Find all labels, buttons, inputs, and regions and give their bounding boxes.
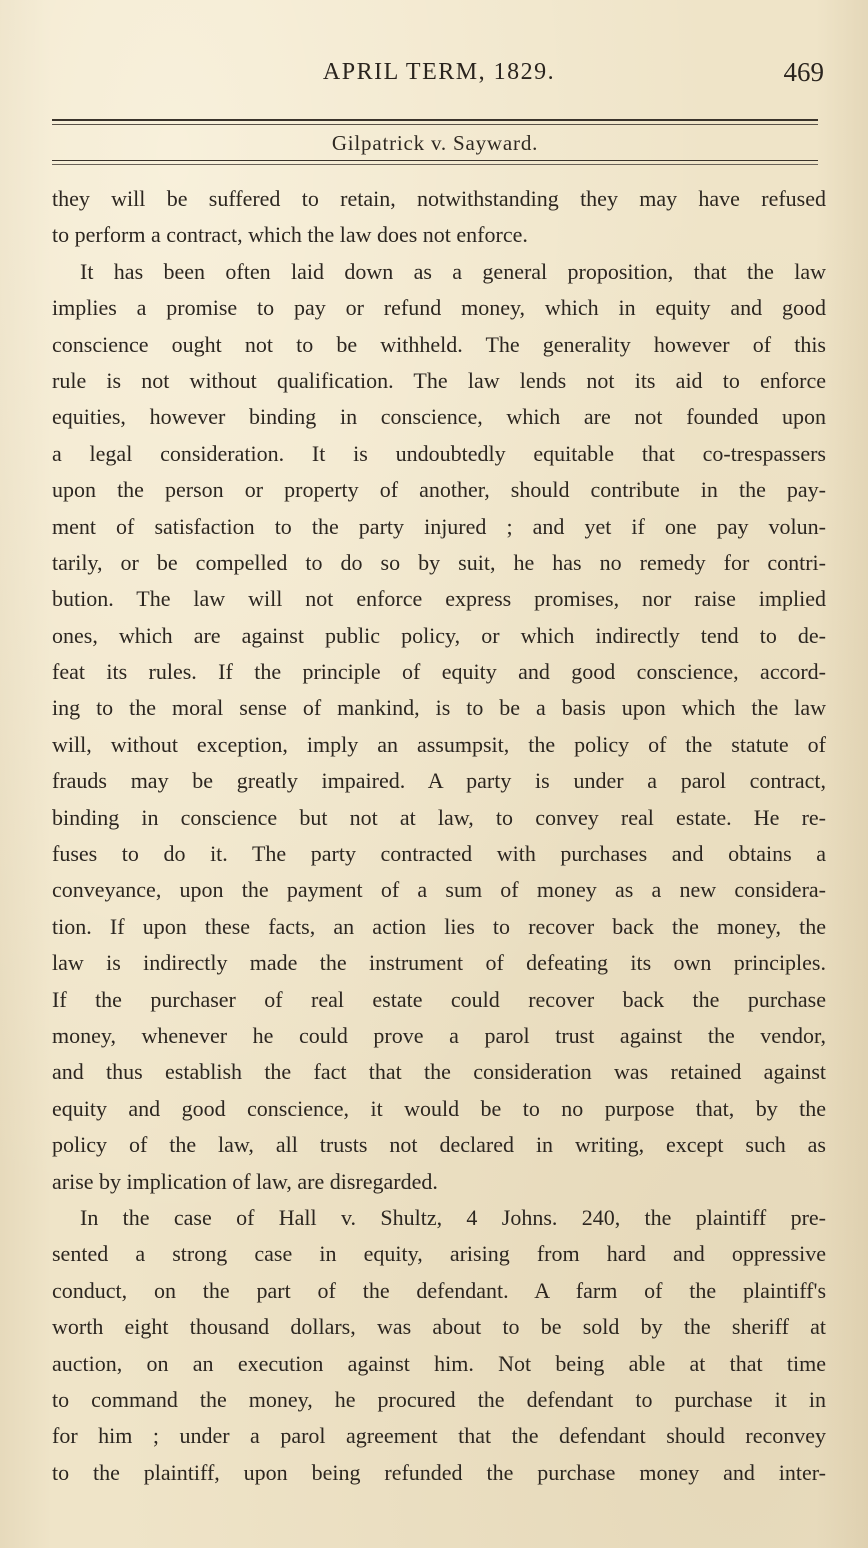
text-line: a legal consideration. It is undoubtedly equitable that co-trespassers	[52, 440, 826, 466]
text-line: policy of the law, all trusts not declared in writing, except such as	[52, 1132, 826, 1158]
text-line: for him ; under a parol agreement that the defendant should reconvey	[52, 1423, 826, 1449]
text-line: conduct, on the part of the defendant. A farm of the plaintiff's	[52, 1277, 826, 1303]
text-line: In the case of Hall v. Shultz, 4 Johns. 240, the plaintiff pre-	[80, 1204, 826, 1230]
text-line: will, without exception, imply an assumpsit, the policy of the statute of	[52, 731, 826, 757]
text-line: arise by implication of law, are disregarded.	[52, 1168, 438, 1194]
case-title: Gilpatrick v. Sayward.	[331, 131, 539, 155]
text-line: sented a strong case in equity, arising from hard and oppressive	[52, 1241, 826, 1267]
text-line: bution. The law will not enforce express promises, nor raise implied	[52, 586, 826, 612]
text-line: implies a promise to pay or refund money, which in equity and good	[52, 295, 826, 321]
text-line: equities, however binding in conscience, which are not founded upon	[52, 404, 826, 430]
text-line: ing to the moral sense of mankind, is to be a basis upon which the law	[52, 695, 826, 721]
header-rule-bottom-thin	[52, 164, 818, 165]
text-line: rule is not without qualification. The law lends not its aid to enforce	[52, 367, 826, 393]
text-line: to the plaintiff, upon being refunded the purchase money and inter-	[52, 1459, 826, 1485]
text-line: fuses to do it. The party contracted with purchases and obtains a	[52, 841, 826, 867]
header-rule-top-thin	[52, 124, 818, 125]
header-rule-bottom	[52, 160, 818, 161]
text-line: feat its rules. If the principle of equity and good conscience, accord-	[52, 659, 826, 685]
text-line: worth eight thousand dollars, was about to be sold by the sheriff at	[52, 1314, 826, 1340]
text-line: tion. If upon these facts, an action lies to recover back the money, the	[52, 913, 826, 939]
text-line: binding in conscience but not at law, to convey real estate. He re-	[52, 804, 826, 830]
text-line: to perform a contract, which the law does not enforce.	[52, 222, 528, 248]
text-line: tarily, or be compelled to do so by suit, he has no remedy for contri-	[52, 549, 826, 575]
running-head	[52, 54, 826, 90]
body-text	[52, 181, 826, 1491]
text-line: upon the person or property of another, should contribute in the pay-	[52, 477, 826, 503]
text-line: money, whenever he could prove a parol trust against the vendor,	[52, 1022, 826, 1048]
text-line: equity and good conscience, it would be to no purpose that, by the	[52, 1095, 826, 1121]
text-line: law is indirectly made the instrument of defeating its own principles.	[52, 950, 826, 976]
page-number: 469	[783, 57, 824, 87]
text-line: It has been often laid down as a general proposition, that the law	[80, 258, 826, 284]
text-line: they will be suffered to retain, notwithstanding they may have refused	[52, 186, 826, 211]
text-line: to command the money, he procured the defendant to purchase it in	[52, 1386, 826, 1412]
text-line: ment of satisfaction to the party injured ; and yet if one pay volun-	[52, 513, 826, 539]
text-line: and thus establish the fact that the consideration was retained against	[52, 1059, 826, 1085]
text-line: conveyance, upon the payment of a sum of money as a new considera-	[52, 877, 826, 903]
header-rule-top	[52, 119, 818, 121]
text-line: conscience ought not to be withheld. The generality however of this	[52, 331, 826, 357]
text-line: auction, on an execution against him. Not being able at that time	[52, 1350, 826, 1376]
text-line: ones, which are against public policy, or which indirectly tend to de-	[52, 622, 826, 648]
term-heading: APRIL TERM, 1829.	[322, 59, 556, 85]
text-line: frauds may be greatly impaired. A party is under a parol contract,	[52, 768, 826, 794]
text-line: If the purchaser of real estate could recover back the purchase	[52, 986, 826, 1012]
